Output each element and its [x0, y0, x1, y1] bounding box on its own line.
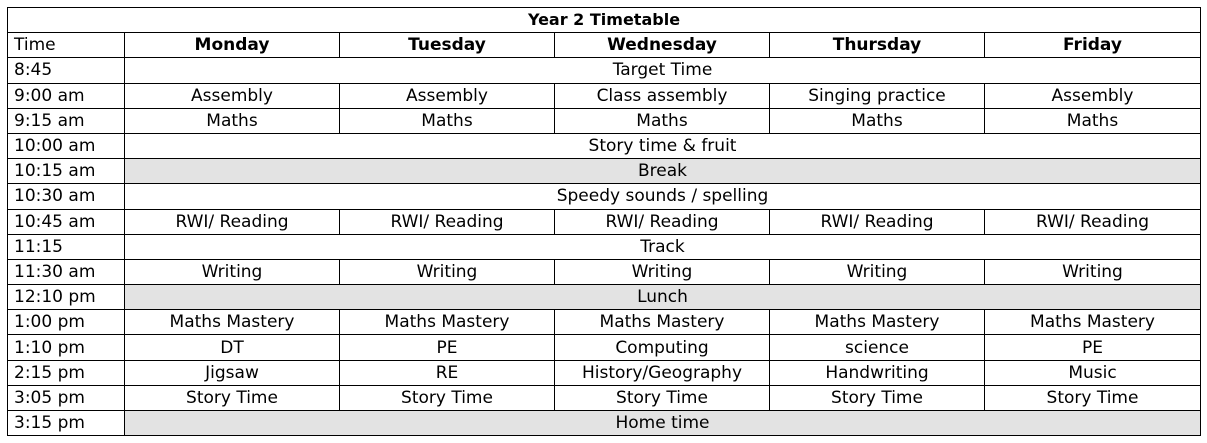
activity-cell-friday: Music — [985, 360, 1201, 385]
activity-cell-friday: Story Time — [985, 385, 1201, 410]
time-cell: 10:00 am — [8, 133, 125, 158]
header-tuesday: Tuesday — [340, 33, 555, 58]
activity-cell-tuesday: Maths — [340, 108, 555, 133]
time-cell: 10:45 am — [8, 209, 125, 234]
table-row — [8, 310, 1201, 335]
spanning-activity-cell: Break — [125, 159, 1201, 184]
table-row — [8, 133, 1201, 158]
activity-cell-wednesday: Story Time — [555, 385, 770, 410]
timetable-container — [7, 7, 1201, 436]
table-row — [8, 285, 1201, 310]
timetable-title: Year 2 Timetable — [8, 8, 1201, 33]
activity-cell-tuesday: PE — [340, 335, 555, 360]
spanning-activity-cell: Target Time — [125, 58, 1201, 83]
header-friday: Friday — [985, 33, 1201, 58]
activity-cell-monday: Jigsaw — [125, 360, 340, 385]
activity-cell-friday: RWI/ Reading — [985, 209, 1201, 234]
time-cell: 2:15 pm — [8, 360, 125, 385]
time-cell: 3:05 pm — [8, 385, 125, 410]
time-cell: 10:30 am — [8, 184, 125, 209]
table-row — [8, 159, 1201, 184]
activity-cell-tuesday: Maths Mastery — [340, 310, 555, 335]
activity-cell-wednesday: History/Geography — [555, 360, 770, 385]
header-wednesday: Wednesday — [555, 33, 770, 58]
header-time: Time — [8, 33, 125, 58]
activity-cell-monday: Story Time — [125, 385, 340, 410]
table-row — [8, 58, 1201, 83]
activity-cell-thursday: Handwriting — [770, 360, 985, 385]
activity-cell-wednesday: Maths — [555, 108, 770, 133]
activity-cell-friday: Maths — [985, 108, 1201, 133]
time-cell: 1:00 pm — [8, 310, 125, 335]
time-cell: 9:15 am — [8, 108, 125, 133]
activity-cell-friday: PE — [985, 335, 1201, 360]
activity-cell-tuesday: RWI/ Reading — [340, 209, 555, 234]
spanning-activity-cell: Track — [125, 234, 1201, 259]
time-cell: 9:00 am — [8, 83, 125, 108]
activity-cell-thursday: Singing practice — [770, 83, 985, 108]
time-cell: 1:10 pm — [8, 335, 125, 360]
activity-cell-wednesday: Maths Mastery — [555, 310, 770, 335]
table-row — [8, 360, 1201, 385]
table-row — [8, 385, 1201, 410]
table-row — [8, 411, 1201, 436]
activity-cell-wednesday: Class assembly — [555, 83, 770, 108]
time-cell: 10:15 am — [8, 159, 125, 184]
table-row — [8, 209, 1201, 234]
activity-cell-monday: RWI/ Reading — [125, 209, 340, 234]
activity-cell-friday: Maths Mastery — [985, 310, 1201, 335]
activity-cell-wednesday: Computing — [555, 335, 770, 360]
time-cell: 3:15 pm — [8, 411, 125, 436]
timetable — [7, 7, 1201, 436]
activity-cell-tuesday: Writing — [340, 259, 555, 284]
activity-cell-thursday: science — [770, 335, 985, 360]
table-row — [8, 184, 1201, 209]
activity-cell-thursday: RWI/ Reading — [770, 209, 985, 234]
header-row — [8, 33, 1201, 58]
table-row — [8, 108, 1201, 133]
activity-cell-monday: Maths — [125, 108, 340, 133]
header-thursday: Thursday — [770, 33, 985, 58]
table-row — [8, 234, 1201, 259]
activity-cell-wednesday: Writing — [555, 259, 770, 284]
activity-cell-friday: Writing — [985, 259, 1201, 284]
activity-cell-monday: DT — [125, 335, 340, 360]
time-cell: 11:30 am — [8, 259, 125, 284]
header-monday: Monday — [125, 33, 340, 58]
activity-cell-thursday: Maths Mastery — [770, 310, 985, 335]
time-cell: 11:15 — [8, 234, 125, 259]
activity-cell-tuesday: Assembly — [340, 83, 555, 108]
title-row — [8, 8, 1201, 33]
activity-cell-thursday: Story Time — [770, 385, 985, 410]
activity-cell-wednesday: RWI/ Reading — [555, 209, 770, 234]
time-cell: 12:10 pm — [8, 285, 125, 310]
activity-cell-monday: Assembly — [125, 83, 340, 108]
table-row — [8, 83, 1201, 108]
activity-cell-thursday: Maths — [770, 108, 985, 133]
spanning-activity-cell: Lunch — [125, 285, 1201, 310]
activity-cell-friday: Assembly — [985, 83, 1201, 108]
spanning-activity-cell: Speedy sounds / spelling — [125, 184, 1201, 209]
spanning-activity-cell: Story time & fruit — [125, 133, 1201, 158]
activity-cell-monday: Writing — [125, 259, 340, 284]
time-cell: 8:45 — [8, 58, 125, 83]
activity-cell-tuesday: RE — [340, 360, 555, 385]
activity-cell-tuesday: Story Time — [340, 385, 555, 410]
activity-cell-monday: Maths Mastery — [125, 310, 340, 335]
table-row — [8, 335, 1201, 360]
spanning-activity-cell: Home time — [125, 411, 1201, 436]
table-row — [8, 259, 1201, 284]
activity-cell-thursday: Writing — [770, 259, 985, 284]
